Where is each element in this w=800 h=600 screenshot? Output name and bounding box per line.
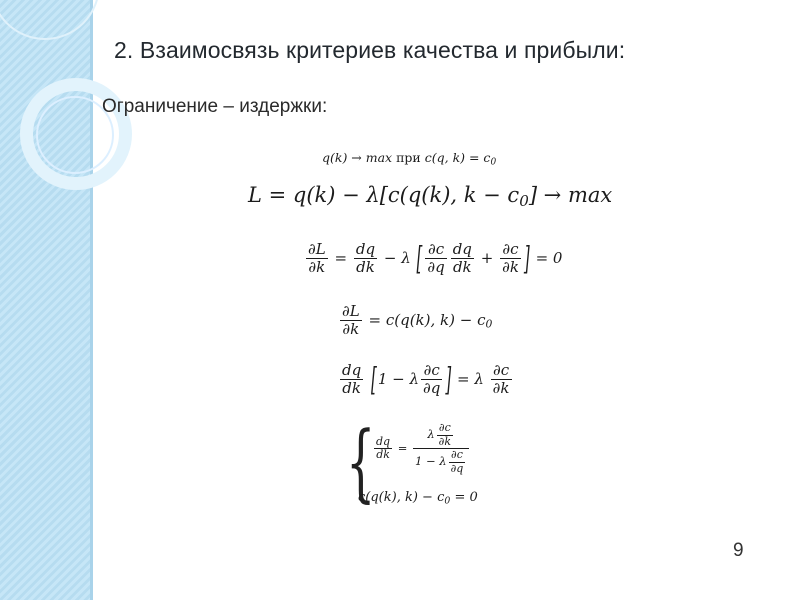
frac-num: ∂c (449, 449, 466, 463)
frac-sys-dq-dk (374, 436, 392, 462)
frac-num: dq (342, 361, 362, 379)
equals-zero: = 0 (535, 248, 563, 267)
frac-num: ∂L (342, 302, 360, 320)
system-line-2 (358, 490, 478, 506)
lambda: λ (427, 427, 435, 442)
frac-dL-dk (306, 241, 328, 277)
equals-sign: = (397, 440, 408, 455)
frac-den: ∂k (438, 434, 452, 448)
frac-sys-main (413, 422, 469, 476)
formula-derivative (304, 241, 562, 277)
formula-objective-right: c(q, k) = c (420, 150, 491, 165)
slide-subtitle: Ограничение – издержки: (102, 96, 328, 117)
frac-num: dq (376, 434, 391, 448)
one-minus-lambda: 1 − λ (377, 369, 420, 388)
formula-dL-dk-rhs: = c(q(k), k) − c (368, 310, 486, 329)
system-line-2-sub: 0 (444, 495, 451, 507)
frac-dc-dk (500, 241, 521, 277)
frac-den: ∂k (492, 379, 510, 398)
frac-num: ∂c (437, 422, 453, 436)
page-number: 9 (733, 540, 744, 561)
left-bracket-2: [ (371, 360, 377, 399)
formula-condition (338, 362, 514, 398)
frac-den: ∂k (308, 258, 326, 277)
frac-num: ∂L (308, 240, 326, 258)
plus-sign: + (480, 248, 494, 267)
frac-num: ∂c (500, 241, 521, 259)
equals-sign: = (334, 248, 348, 267)
frac-sys-den (413, 449, 469, 475)
system-line-2-end: = 0 (450, 490, 478, 505)
frac-sys-dc-dk (437, 422, 453, 448)
right-bracket-2: ] (445, 360, 452, 399)
frac-num: ∂c (491, 362, 512, 380)
frac-num: dq (452, 240, 472, 258)
formula-objective-sub: 0 (490, 157, 497, 168)
formula-dL-dk (338, 303, 492, 339)
formula-lagrangian-main: L = q(k) − λ[c(q(k), k − c (248, 183, 520, 207)
frac-den: dk (376, 448, 390, 462)
slide-title: 2. Взаимосвязь критериев качества и прибыли: (114, 37, 626, 63)
right-bracket: ] (523, 239, 530, 278)
frac-den: dk (342, 379, 361, 398)
formula-lagrangian-sub: 0 (519, 191, 529, 210)
frac-den: ∂k (342, 320, 360, 339)
system-line-1 (372, 422, 471, 476)
frac-den: ∂q (450, 461, 464, 475)
formula-lagrangian-end: ] → max (528, 183, 613, 207)
formula-system (346, 413, 526, 512)
formula-dL-dk-sub: 0 (485, 317, 493, 331)
system-line-2-main: c(q(k), k) − c (358, 490, 445, 505)
frac-den: ∂q (423, 379, 441, 398)
formula-objective (322, 150, 496, 167)
left-bracket: [ (416, 239, 423, 278)
frac-dc-dq-2 (421, 362, 442, 398)
frac-num: dq (355, 240, 376, 258)
frac-dq-dk-3 (340, 362, 363, 398)
system-brace: { (346, 413, 376, 511)
one-minus-lambda: 1 − λ (415, 454, 447, 469)
frac-dq-dk-2 (451, 241, 474, 277)
frac-dL-dk-2 (340, 303, 362, 339)
frac-dc-dk-2 (491, 362, 512, 398)
frac-sys-dc-dq (449, 449, 466, 475)
frac-num: ∂c (421, 362, 442, 380)
frac-dq-dk (354, 241, 377, 277)
frac-den: dk (452, 258, 472, 277)
frac-sys-num (413, 422, 469, 449)
formula-objective-left: q(k) → max (322, 150, 397, 165)
frac-den: dk (356, 258, 375, 277)
frac-den: ∂q (427, 258, 445, 277)
frac-num: ∂c (425, 241, 446, 259)
frac-den: ∂k (502, 258, 519, 277)
minus-lambda: − λ (383, 248, 411, 267)
frac-dc-dq (425, 241, 446, 277)
equals-lambda: = λ (457, 369, 484, 388)
formula-lagrangian (248, 183, 612, 210)
formula-objective-pri: при (396, 150, 421, 165)
